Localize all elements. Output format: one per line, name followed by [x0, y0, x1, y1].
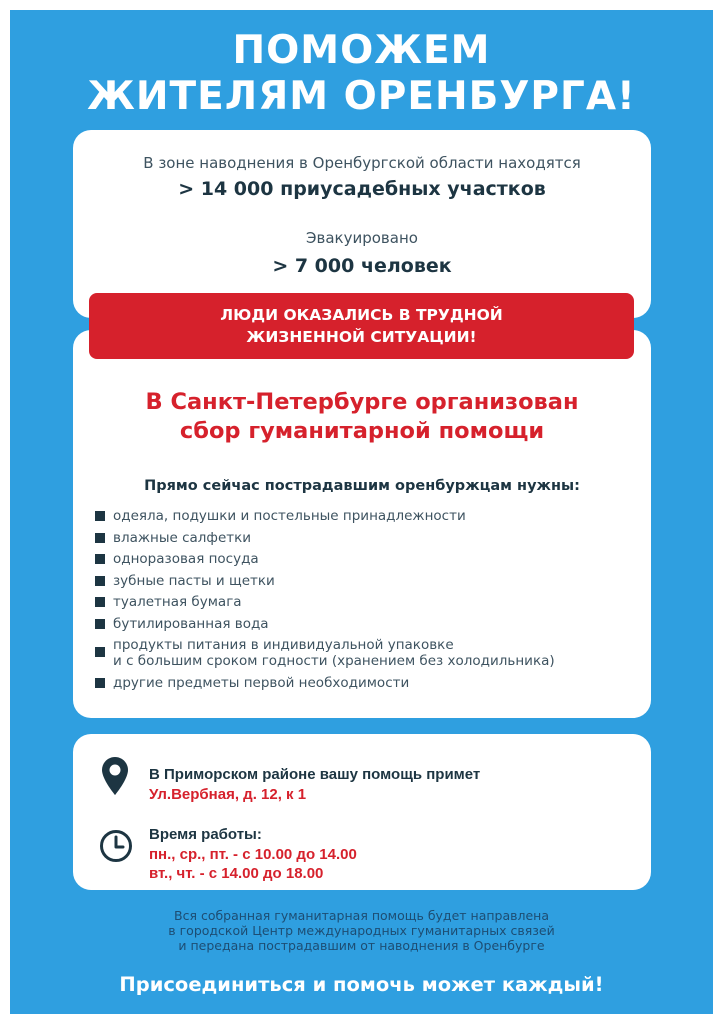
collection-point-card [73, 734, 651, 890]
flood-zone-value: > 14 000 приусадебных участков [178, 178, 546, 200]
list-item-text: бутилированная вода [113, 615, 269, 632]
list-item [95, 508, 635, 524]
hours-line-1: пн., ср., пт. - с 10.00 до 14.00 [149, 846, 357, 863]
hours-line-2: вт., чт. - с 14.00 до 18.00 [149, 865, 324, 882]
poster [10, 10, 713, 1014]
list-item [95, 594, 635, 610]
banner-line-1: ЛЮДИ ОКАЗАЛИСЬ В ТРУДНОЙ [220, 306, 503, 324]
evacuated-label: Эвакуировано [306, 229, 418, 247]
banner-line-2: ЖИЗНЕННОЙ СИТУАЦИИ! [246, 328, 477, 346]
title-line-1: ПОМОЖЕМ [232, 28, 491, 73]
square-bullet-icon [95, 597, 105, 607]
title-line-2: ЖИТЕЛЯМ ОРЕНБУРГА! [87, 74, 636, 119]
help-card [73, 330, 651, 718]
list-item-text: туалетная бумага [113, 594, 242, 610]
map-pin-icon [101, 756, 129, 796]
square-bullet-icon [95, 554, 105, 564]
square-bullet-icon [95, 576, 105, 586]
list-item-text: влажные салфетки [113, 529, 252, 546]
list-item [95, 637, 635, 669]
needs-list [95, 508, 635, 696]
list-item-text: другие предметы первой необходимости [113, 674, 410, 691]
difficult-situation-banner [89, 293, 634, 359]
help-heading [73, 388, 651, 446]
list-item-text: одноразовая посуда [113, 551, 259, 567]
list-item-text: одеяла, подушки и постельные принадлежности [113, 508, 466, 524]
needs-lead: Прямо сейчас пострадавшим оренбуржцам нужны: [144, 478, 580, 494]
flood-zone-label: В зоне наводнения в Оренбургской области находятся [143, 154, 581, 172]
delivery-note: Вся собранная гуманитарная помощь будет направлена в городской Центр международных гуманитарных связей и передана пострадавшим от наводнения в Оренбурге [168, 908, 555, 953]
list-item [95, 675, 635, 691]
list-item [95, 530, 635, 546]
square-bullet-icon [95, 533, 105, 543]
list-item [95, 616, 635, 632]
help-heading-line-2: сбор гуманитарной помощи [179, 418, 545, 444]
hours-label: Время работы: [149, 826, 262, 843]
square-bullet-icon [95, 619, 105, 629]
clock-icon [99, 829, 133, 863]
square-bullet-icon [95, 511, 105, 521]
list-item [95, 573, 635, 589]
list-item-text: продукты питания в индивидуальной упаковке и с большим сроком годности (хранением без холодильника) [113, 637, 555, 669]
list-item [95, 551, 635, 567]
page-title [10, 28, 713, 120]
square-bullet-icon [95, 678, 105, 688]
location-address: Ул.Вербная, д. 12, к 1 [149, 786, 307, 803]
evacuated-value: > 7 000 человек [272, 255, 452, 277]
call-to-action: Присоединиться и помочь может каждый! [119, 973, 604, 996]
list-item-text: зубные пасты и щетки [113, 572, 275, 589]
location-label: В Приморском районе вашу помощь примет [149, 766, 481, 783]
flood-stats-card [73, 130, 651, 318]
square-bullet-icon [95, 647, 105, 657]
help-heading-line-1: В Санкт-Петербурге организован [145, 389, 579, 415]
